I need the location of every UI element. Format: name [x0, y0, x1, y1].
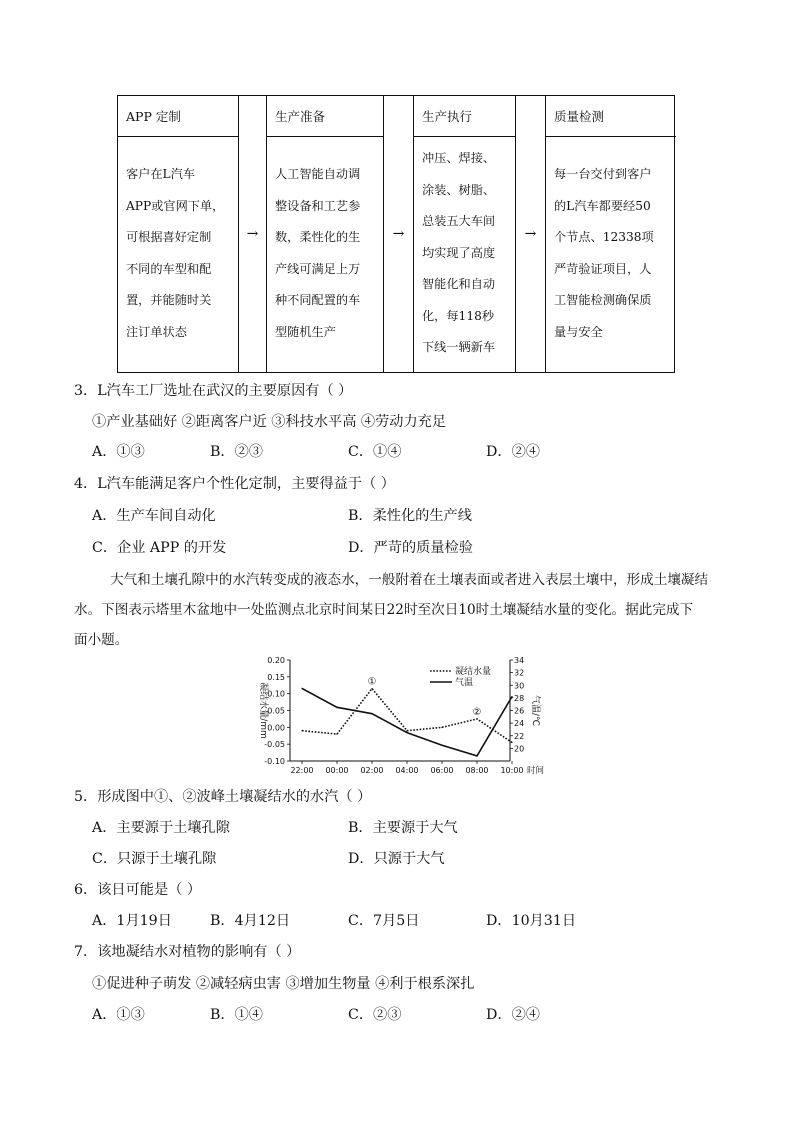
- passage-line-3: 面小题。: [74, 632, 129, 648]
- flow-line: 的L汽车都要经50: [554, 198, 651, 213]
- flow-line: 智能化和自动: [422, 277, 496, 291]
- question-4-option-b[interactable]: B．柔性化的生产线: [348, 508, 472, 524]
- question-7-option-a[interactable]: A．①③: [92, 1007, 145, 1023]
- condensation-point: [476, 718, 477, 719]
- x-tick-label: 00:00: [325, 766, 349, 775]
- left-tick-label: 0.20: [267, 656, 285, 665]
- flow-line: 工智能检测确保质: [554, 293, 652, 307]
- question-3-option-a[interactable]: A．①③: [92, 444, 145, 460]
- flow-line: 注订单状态: [126, 324, 187, 339]
- question-6-option-d[interactable]: D．10月31日: [486, 913, 577, 929]
- question-3-items: ①产业基础好 ②距离客户近 ③科技水平高 ④劳动力充足: [92, 414, 447, 430]
- left-tick-label: 0.05: [267, 706, 285, 716]
- flow-line: 整设备和工艺参: [275, 198, 361, 213]
- condensation-point: [406, 730, 407, 731]
- x-tick-label: 10:00: [500, 766, 524, 775]
- peak-annotation: ②: [472, 706, 482, 718]
- flow-box-production-exec: [413, 96, 515, 372]
- right-arrow-icon: →: [392, 226, 405, 242]
- temperature-point: [371, 713, 372, 714]
- question-5-option-c[interactable]: C．只源于土壤孔隙: [92, 851, 217, 867]
- x-tick-label: 02:00: [360, 766, 384, 775]
- left-axis-label: 凝结水量/mm: [258, 682, 268, 739]
- flow-line: 置，并能随时关: [126, 293, 212, 307]
- right-arrow-icon: →: [524, 226, 537, 242]
- flow-arrow-cell: [383, 96, 413, 372]
- flow-line: 量与安全: [554, 324, 603, 339]
- flow-line: 型随机生产: [275, 324, 336, 339]
- left-tick-label: 0.10: [267, 689, 285, 699]
- question-5-option-a[interactable]: A．主要源于土壤孔隙: [92, 820, 230, 836]
- question-6-option-a[interactable]: A．1月19日: [92, 913, 172, 929]
- flow-box-title: 生产准备: [267, 96, 383, 137]
- flow-line: 严苛验证项目，人: [554, 261, 652, 276]
- right-tick-label: 24: [514, 719, 525, 729]
- flow-line: 每一台交付到客户: [554, 167, 652, 181]
- passage-line-2: 水。下图表示塔里木盆地中一处监测点北京时间某日22时至次日10时土壤凝结水量的变化。据此完成下: [74, 602, 694, 618]
- flow-line: 涂装、树脂、: [422, 182, 496, 197]
- flow-line: 下线一辆新车: [422, 340, 496, 354]
- condensation-point: [441, 727, 442, 728]
- flow-line: 不同的车型和配: [126, 261, 212, 276]
- question-3-option-c[interactable]: C．①④: [348, 444, 402, 460]
- condensation-point: [336, 733, 337, 734]
- flow-line: 数，柔性化的生: [275, 230, 361, 244]
- flow-line: APP或官网下单，: [126, 198, 225, 213]
- temperature-series-line: [302, 688, 512, 756]
- question-3-stem: 3．L汽车工厂选址在武汉的主要原因有（ ）: [74, 383, 353, 399]
- temperature-point: [301, 688, 302, 689]
- question-3-option-b[interactable]: B．②③: [210, 444, 263, 460]
- flow-line: 个节点、12338项: [554, 230, 654, 244]
- question-7-option-b[interactable]: B．①④: [210, 1007, 263, 1023]
- left-tick-label: -0.05: [264, 740, 285, 750]
- question-7-items: ①促进种子萌发 ②减轻病虫害 ③增加生物量 ④利于根系深扎: [92, 976, 475, 992]
- condensation-point: [371, 688, 372, 689]
- x-axis-label: 时间: [527, 766, 545, 776]
- flow-line: 总装五大车间: [422, 214, 496, 228]
- question-6-option-c[interactable]: C．7月5日: [348, 913, 420, 929]
- question-4-option-a[interactable]: A．生产车间自动化: [92, 508, 216, 524]
- right-tick-label: 32: [514, 668, 525, 678]
- flow-box-app-customize: [118, 96, 238, 372]
- production-flow-table: [117, 95, 675, 373]
- left-tick-label: 0.15: [267, 672, 285, 682]
- question-5-option-d[interactable]: D．只源于大气: [348, 851, 445, 867]
- flow-box-body: [546, 137, 676, 348]
- flow-box-quality-check: [545, 96, 676, 372]
- right-axis-label: 气温/℃: [530, 694, 540, 727]
- right-tick-label: 26: [514, 706, 525, 716]
- question-7-option-c[interactable]: C．②③: [348, 1007, 402, 1023]
- left-tick-label: 0.00: [267, 723, 285, 733]
- flow-line: 冲压、焊接、: [422, 151, 496, 165]
- flow-line: 客户在L汽车: [126, 167, 196, 181]
- passage-line-1: 大气和土壤孔隙中的水汽转变成的液态水，一般附着在土壤表面或者进入表层土壤中，形成土壤凝结: [110, 572, 709, 588]
- question-7-stem: 7．该地凝结水对植物的影响有（ ）: [74, 944, 301, 960]
- x-tick-label: 04:00: [395, 766, 419, 775]
- flow-box-body: [414, 137, 515, 364]
- flow-box-production-prep: [266, 96, 383, 372]
- flow-line: 人工智能自动调: [275, 167, 361, 181]
- flow-line: 产线可满足上万: [275, 261, 361, 276]
- flow-line: 种不同配置的车: [275, 293, 361, 307]
- condensation-chart: [250, 653, 550, 778]
- x-tick-label: 22:00: [290, 766, 314, 775]
- condensation-point: [511, 742, 512, 743]
- left-tick-label: -0.10: [264, 757, 285, 766]
- condensation-point: [301, 730, 302, 731]
- question-7-option-d[interactable]: D．②④: [486, 1007, 540, 1023]
- flow-arrow-cell: [238, 96, 266, 372]
- question-4-option-d[interactable]: D．严苛的质量检验: [348, 540, 473, 556]
- flow-line: 可根据喜好定制: [126, 230, 212, 244]
- flow-box-body: [267, 137, 383, 348]
- temperature-point: [406, 732, 407, 733]
- flow-line: 均实现了高度: [422, 245, 496, 260]
- temperature-point: [336, 707, 337, 708]
- question-5-stem: 5．形成图中①、②波峰土壤凝结水的水汽（ ）: [74, 789, 372, 805]
- temperature-point: [511, 696, 512, 697]
- question-6-stem: 6．该日可能是（ ）: [74, 882, 202, 898]
- right-tick-label: 22: [514, 731, 525, 741]
- question-6-option-b[interactable]: B．4月12日: [210, 913, 291, 929]
- flow-box-title: 质量检测: [546, 96, 676, 137]
- flow-line: 化，每118秒: [422, 308, 495, 323]
- peak-annotation: ①: [367, 676, 377, 688]
- flow-arrow-cell: [515, 96, 545, 372]
- flow-box-title: APP 定制: [118, 96, 238, 137]
- right-tick-label: 28: [514, 693, 525, 703]
- temperature-point: [476, 755, 477, 756]
- legend-label-condensation: 凝结水量: [455, 667, 492, 677]
- question-4-stem: 4．L汽车能满足客户个性化定制，主要得益于（ ）: [74, 476, 395, 492]
- right-tick-label: 34: [514, 656, 525, 665]
- question-4-option-c[interactable]: C．企业 APP 的开发: [92, 540, 227, 556]
- x-tick-label: 08:00: [465, 766, 489, 775]
- legend-label-temperature: 气温: [455, 678, 474, 688]
- question-5-option-b[interactable]: B．主要源于大气: [348, 820, 458, 836]
- right-tick-label: 20: [514, 744, 525, 754]
- x-tick-label: 06:00: [430, 766, 454, 775]
- right-tick-label: 30: [514, 681, 525, 691]
- flow-box-body: [118, 137, 238, 348]
- right-arrow-icon: →: [246, 226, 259, 242]
- flow-box-title: 生产执行: [414, 96, 515, 137]
- question-3-option-d[interactable]: D．②④: [486, 444, 540, 460]
- temperature-point: [441, 745, 442, 746]
